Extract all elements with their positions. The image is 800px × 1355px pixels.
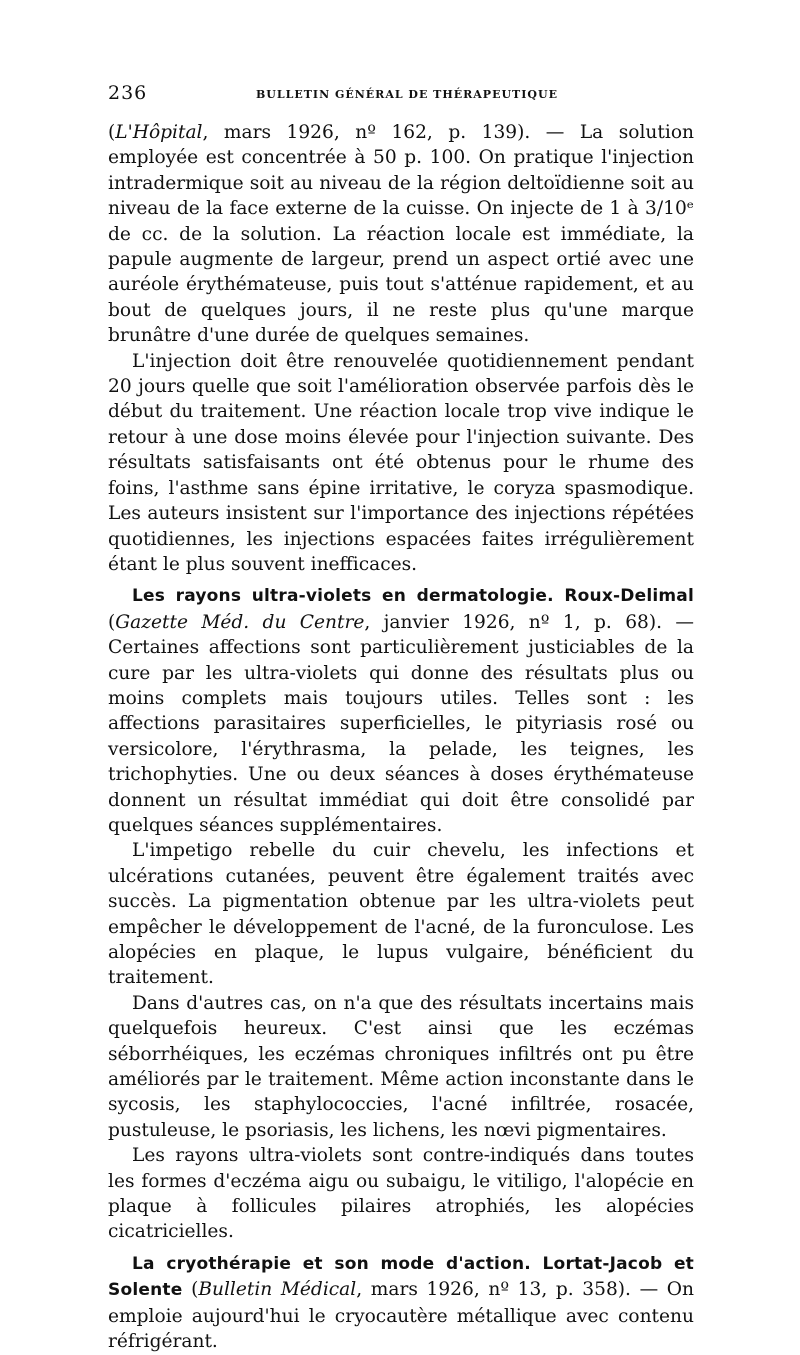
paragraph-text: , janvier 1926, nº 1, p. 68). — Certaines affections sont particulièrement justiciables de la cure par les ultra-violets qui donne des résultats plus ou moins complets mais toujours utiles. Telles sont : les affections parasitaires superficielles, le pityriasis rosé ou versicolore, l'érythrasma, la pelade, les teignes, les trichophyties. Une ou deux séances à doses érythémateuse donnent un résultat immédiat qui doit être consolidé par quelques séances supplémentaires. <box>108 611 694 836</box>
section-title: La cryothérapie et son mode d'action. Lortat-Jacob et Solente <box>108 1253 694 1301</box>
paragraph-continuation: (L'Hôpital, mars 1926, nº 162, p. 139). — La solution employée est concentrée à 50 p. 100. On pratique l'injection intradermique soit au niveau de la région deltoïdienne soit au niveau de la face externe de la cuisse. On injecte de 1 à 3/10ᵉ de cc. de la solution. La réaction locale est immédiate, la papule augmente de largeur, prend un aspect ortié avec une auréole érythémateuse, puis tout s'atténue rapidement, et au bout de quelques jours, il ne reste plus qu'une marque brunâtre d'une durée de quelques semaines. <box>108 122 694 347</box>
reference-journal: L'Hôpital <box>115 122 203 143</box>
journal-title: BULLETIN GÉNÉRAL DE THÉRAPEUTIQUE <box>256 88 558 101</box>
section-uv: Les rayons ultra-violets en dermatologie. Roux-Delimal (Gazette Méd. du Centre, janvier 1926, nº 1, p. 68). — Certaines affections sont particulièrement justiciables de la cure par les ultra-violets qui donne des résultats plus ou moins complets mais toujours utiles. Telles sont : les affections parasitaires superficielles, le pityriasis rosé ou versicolore, l'érythrasma, la pelade, les teignes, les trichophyties. Une ou deux séances à doses érythémateuse donnent un résultat immédiat qui doit être consolidé par quelques séances supplémentaires. <box>108 586 694 836</box>
page <box>108 78 694 1355</box>
paragraph: Dans d'autres cas, on n'a que des résultats incertains mais quelquefois heureux. C'est ainsi que les eczémas séborrhéiques, les eczémas chroniques infiltrés ont pu être améliorés par le traitement. Même action inconstante dans le sycosis, les staphylococcies, l'acné infiltrée, rosacée, pustuleuse, le psoriasis, les lichens, les nœvi pigmentaires. <box>108 992 694 1141</box>
section-cryotherapy: La cryothérapie et son mode d'action. Lortat-Jacob et Solente (Bulletin Médical, mars 1926, nº 13, p. 358). — On emploie aujourd'hui le cryocautère métallique avec contenu réfrigérant. <box>108 1253 694 1353</box>
paragraph: L'injection doit être renouvelée quotidiennement pendant 20 jours quelle que soit l'amélioration observée parfois dès le début du traitement. Une réaction locale trop vive indique le retour à une dose moins élevée pour l'injection suivante. Des résultats satisfaisants ont été obtenus pour le rhume des foins, l'asthme sans épine irritative, le coryza spasmodique. Les auteurs insistent sur l'importance des injections répétées quotidiennes, les injections espacées faites irrégulièrement étant le plus souvent inefficaces. <box>108 350 694 575</box>
reference-journal: Gazette Méd. du Centre <box>115 611 365 633</box>
paragraph-text: , mars 1926, nº 13, p. 358). — On emploie aujourd'hui le cryocautère métallique avec contenu réfrigérant. <box>108 1279 694 1353</box>
paragraph-text: , mars 1926, nº 162, p. 139). — La solution employée est concentrée à 50 p. 100. On pratique l'injection intradermique soit au niveau de la région deltoïdienne soit au niveau de la face externe de la cuisse. On injecte de 1 à 3/10ᵉ de cc. de la solution. La réaction locale est immédiate, la papule augmente de largeur, prend un aspect ortié avec une auréole érythémateuse, puis tout s'atténue rapidement, et au bout de quelques jours, il ne reste plus qu'une marque brunâtre d'une durée de quelques semaines. <box>108 122 694 347</box>
paragraph: Les rayons ultra-violets sont contre-indiqués dans toutes les formes d'eczéma aigu ou subaigu, le vitiligo, l'alopécie en plaque à follicules pilaires atrophiés, les alopécies cicatricielles. <box>108 1145 694 1243</box>
reference-journal: Bulletin Médical <box>198 1279 357 1301</box>
running-head <box>108 78 694 112</box>
page-number: 236 <box>108 82 148 104</box>
body-text <box>108 120 694 1355</box>
paragraph: L'impetigo rebelle du cuir chevelu, les infections et ulcérations cutanées, peuvent être également traités avec succès. La pigmentation obtenue par les ultra-violets peut empêcher le développement de l'acné, de la furonculose. Les alopécies en plaque, le lupus vulgaire, bénéficient du traitement. <box>108 840 694 989</box>
section-title: Les rayons ultra-violets en dermatologie. Roux-Delimal <box>132 586 694 607</box>
